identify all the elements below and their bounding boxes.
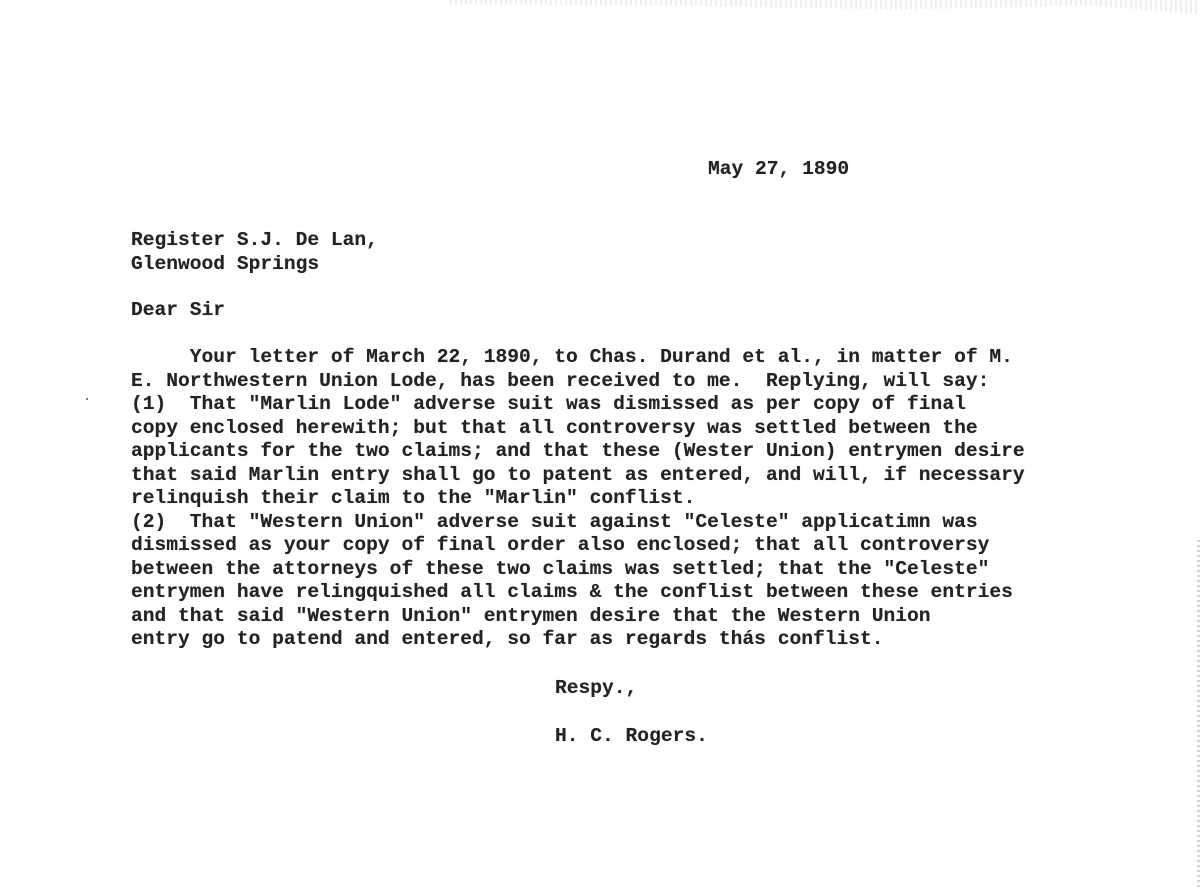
- body-line: and that said "Western Union" entrymen desire that the Western Union: [131, 604, 931, 627]
- recipient-name: Register S.J. De Lan,: [131, 229, 378, 251]
- body-line: dismissed as your copy of final order also enclosed; that all controversy: [131, 534, 990, 556]
- body-line: applicants for the two claims; and that these (Wester Union) entrymen desire: [131, 440, 1025, 462]
- body-line: entrymen have relingquished all claims & the conflist between these entries: [131, 581, 1013, 603]
- body-line: (1) That "Marlin Lode" adverse suit was dismissed as per copy of final: [131, 393, 966, 415]
- body-line: entry go to patend and entered, so far as regards thás conflist.: [131, 628, 884, 650]
- body-line: that said Marlin entry shall go to patent as entered, and will, if necessary: [131, 463, 1025, 486]
- body-line: copy enclosed herewith; but that all controversy was settled between the: [131, 416, 978, 439]
- body-line: between the attorneys of these two claims was settled; that the "Celeste": [131, 557, 990, 580]
- scan-edge-top: [450, 0, 1200, 14]
- body-line: Your letter of March 22, 1890, to Chas. Durand et al., in matter of M.: [131, 346, 1013, 368]
- letter-date: May 27, 1890: [708, 158, 850, 180]
- scan-speck: [86, 398, 88, 400]
- body-line: (2) That "Western Union" adverse suit against "Celeste" applicatimn was: [131, 510, 978, 533]
- letter-body: [131, 346, 1025, 652]
- body-line: E. Northwestern Union Lode, has been received to me. Replying, will say:: [131, 369, 990, 392]
- salutation: Dear Sir: [131, 299, 226, 321]
- body-line: relinquish their claim to the "Marlin" conflist.: [131, 487, 696, 509]
- recipient-location: Glenwood Springs: [131, 253, 320, 275]
- closing: Respy.,: [555, 677, 638, 699]
- signature: H. C. Rogers.: [555, 725, 708, 747]
